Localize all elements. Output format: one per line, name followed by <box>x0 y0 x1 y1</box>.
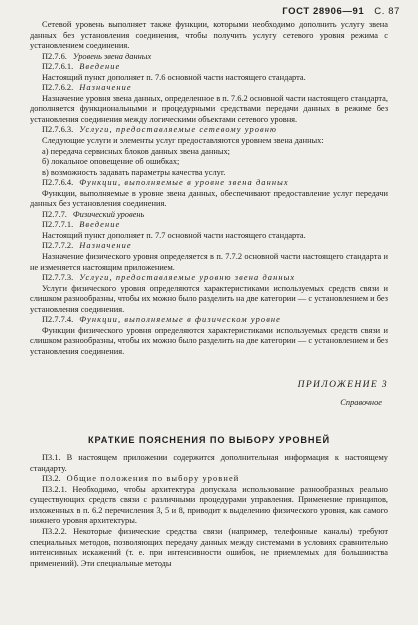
clause-title: Услуги, предоставляемые уровню звена данных <box>79 273 296 283</box>
clause-heading <box>30 220 388 231</box>
paragraph: Следующие услуги и элементы услуг предоставляются уровнем звена данных: <box>42 136 324 146</box>
paragraph: Функции физического уровня определяются характеристиками используемых средств связи и слишком разнообразны, чтобы их можно было разделить на две категории — с установлением и без установления соединения. <box>30 325 388 356</box>
clause-title: Общие положения по выбору уровней <box>66 474 240 484</box>
appendix-subtitle: Справочное <box>340 398 382 408</box>
clause-title: Назначение <box>79 241 132 251</box>
document-body <box>30 20 388 569</box>
clause-number: П2.7.6. <box>42 51 67 61</box>
paragraph: П3.1. В настоящем приложении содержится дополнительная информация к настоящему стандарту. <box>30 453 388 473</box>
clause-title: Назначение <box>79 83 132 93</box>
clause-number: П2.7.7.3. <box>42 273 74 283</box>
clause-number: П2.7.6.4. <box>42 178 74 188</box>
clause-heading <box>30 474 388 485</box>
list-item: в) возможность задавать параметры качества услуг. <box>42 167 226 177</box>
clause-number: П3.2. <box>42 474 61 484</box>
clause-heading <box>30 178 388 189</box>
clause-heading <box>30 241 388 252</box>
clause-title: Услуги, предоставляемые сетевому уровню <box>79 125 278 135</box>
clause-title: Функции, выполняемые в уровне звена данных <box>79 178 289 188</box>
clause-number: П2.7.7. <box>42 209 67 219</box>
paragraph: Услуги физического уровня определяются характеристиками используемых средств связи и слишком разнообразны, чтобы их можно было разделить на две категории — с установлением и без установления соединения. <box>30 283 388 314</box>
page-number: С. 87 <box>374 6 400 17</box>
clause-title: Уровень звена данных <box>72 51 152 61</box>
list-item: б) локальное оповещение об ошибках; <box>42 157 180 167</box>
clause-title: Введение <box>79 220 121 230</box>
page-header <box>282 6 400 17</box>
clause-heading <box>30 210 388 221</box>
clause-number: П2.7.7.4. <box>42 315 74 325</box>
paragraph: Сетевой уровень выполняет также функции, которыми необходимо дополнить услугу звена данных без установления соединения, чтобы получить услугу сетевого уровня режима с установлением соединения. <box>30 20 388 51</box>
clause-heading <box>30 62 388 73</box>
clause-number: П2.7.6.3. <box>42 125 74 135</box>
clause-heading <box>30 273 388 284</box>
clause-number: П2.7.6.1. <box>42 62 74 72</box>
clause-title: Введение <box>79 62 121 72</box>
clause-heading <box>30 315 388 326</box>
paragraph: Настоящий пункт дополняет п. 7.7 основной части настоящего стандарта. <box>42 230 306 240</box>
clause-heading <box>30 83 388 94</box>
clause-title: Физический уровень <box>72 209 145 219</box>
main-text <box>30 20 388 358</box>
clause-number: П2.7.7.2. <box>42 241 74 251</box>
paragraph: П3.2.1. Необходимо, чтобы архитектура допускала использование разнообразных реально существующих средств связи с различными процедурами управления. Применение принципов, изложенных в п. 6.2 перечисления 3, 5 и 8, приводит к выделению физического уровня, как самого нижнего уровня архитектуры. <box>30 484 388 526</box>
clause-number: П2.7.7.1. <box>42 220 74 230</box>
paragraph: П3.2.2. Некоторые физические средства связи (например, телефонные каналы) требуют специальных методов, позволяющих передачу данных между системами в условиях сравнительно интенсивных искажений (т. е. при интенсивности ошибок, не приемлемых для большинства применений). Эти специальные методы <box>30 526 388 568</box>
appendix-title: ПРИЛОЖЕНИЕ 3 <box>297 379 388 390</box>
clause-title: Функции, выполняемые в физическом уровне <box>79 315 282 325</box>
list-item: а) передача сервисных блоков данных звена данных; <box>42 146 230 156</box>
gost-number: ГОСТ 28906—91 <box>282 6 365 17</box>
paragraph: Назначение физического уровня определяется в п. 7.7.2 основной части настоящего стандарта и не изменяется настоящим приложением. <box>30 252 388 272</box>
paragraph: Настоящий пункт дополняет п. 7.6 основной части настоящего стандарта. <box>42 72 306 82</box>
clause-heading <box>30 125 388 136</box>
clause-heading <box>30 52 388 63</box>
paragraph: Назначение уровня звена данных, определенное в п. 7.6.2 основной части настоящего стандарта, дополняется функциональными и процедурными средствами передачи данных в режиме без установления соединения между логическими объектами сетевого уровня. <box>30 93 388 124</box>
appendix-text <box>30 453 388 569</box>
section-title: КРАТКИЕ ПОЯСНЕНИЯ ПО ВЫБОРУ УРОВНЕЙ <box>88 434 330 445</box>
paragraph: Функции, выполняемые в уровне звена данных, обеспечивают предоставление услуг передачи данных без установления соединения. <box>30 188 388 209</box>
clause-number: П2.7.6.2. <box>42 83 74 93</box>
